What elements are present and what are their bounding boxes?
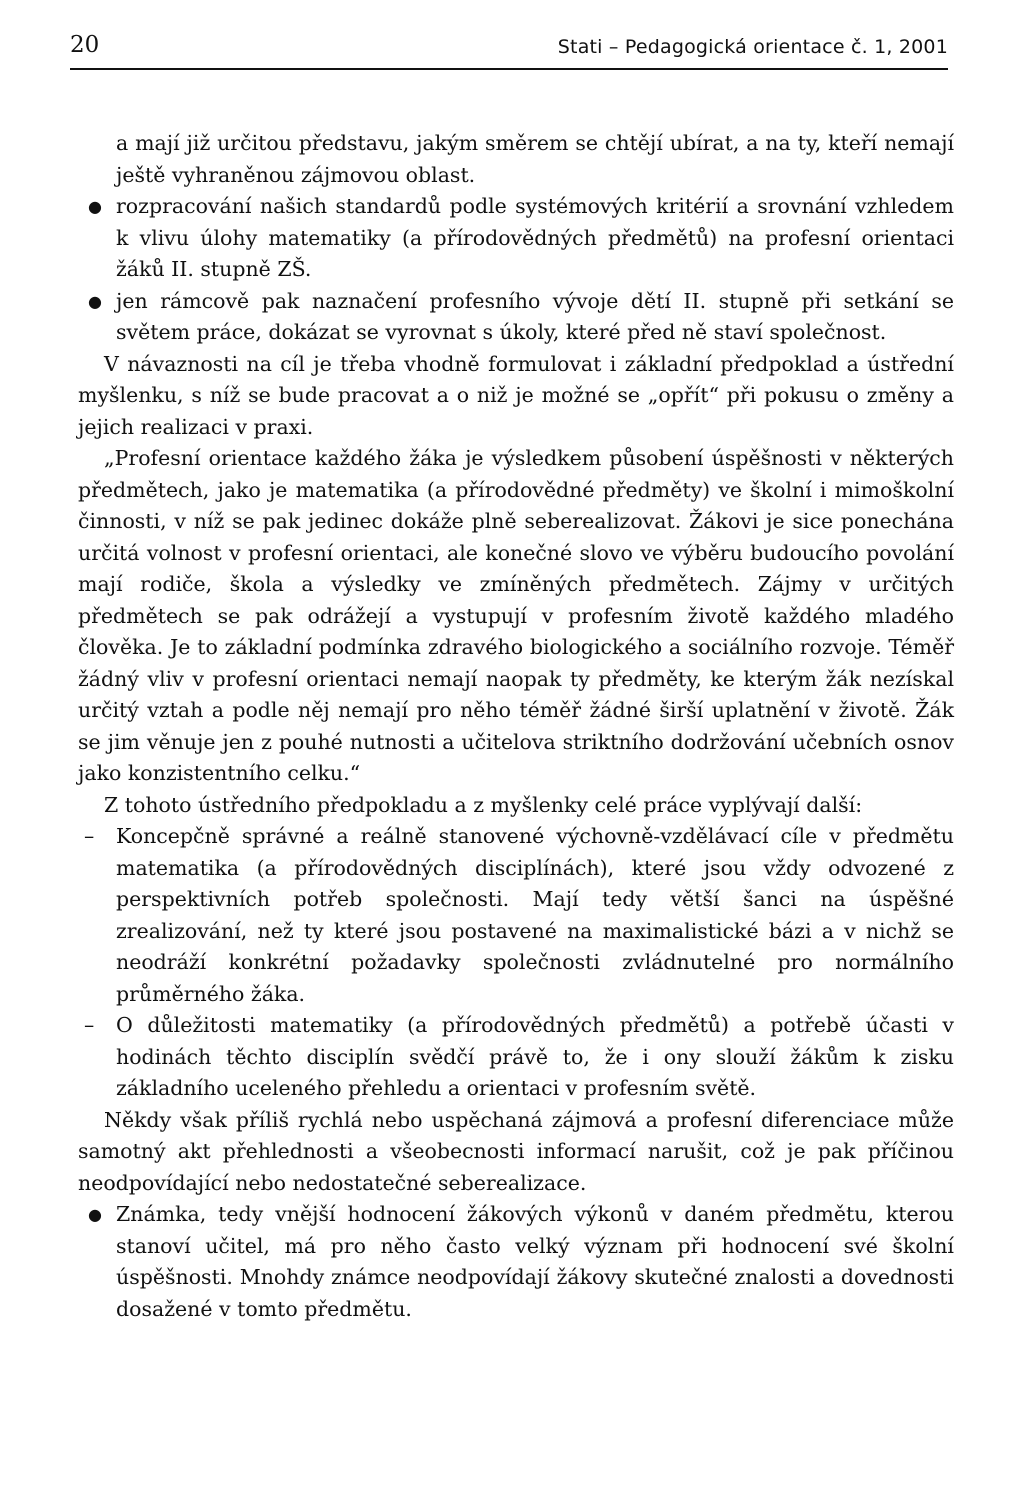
page-number: 20 <box>70 32 100 58</box>
dash-icon: – <box>84 1013 95 1037</box>
paragraph: Z tohoto ústředního předpokladu a z myšlenky celé práce vyplývají další: <box>104 792 863 817</box>
list-item-text: O důležitosti matematiky (a přírodovědných předmětů) a potřebě účasti v hodinách těchto disciplín svědčí právě to, že i ony slouží žákům k zisku základního uceleného přehledu a orientaci v profesním světě. <box>116 1013 954 1100</box>
dash-icon: – <box>84 824 95 848</box>
bullet-icon: ● <box>88 291 102 311</box>
bullet-icon: ● <box>88 1205 102 1224</box>
list-item-text: rozpracování našich standardů podle systémových kritérií a srovnání vzhledem k vlivu úlohy matematiky (a přírodovědných předmětů) na profesní orientaci žáků II. stupně ZŠ. <box>116 194 954 281</box>
bullet-icon: ● <box>88 197 102 216</box>
list-item-text: Koncepčně správné a reálně stanovené výchovně-vzdělávací cíle v předmětu matematika (a přírodovědných disciplínách), které jsou vždy odvozené z perspektivních potřeb společnosti. Mají tedy větší šanci na úspěšné zrealizování, než ty které jsou postavené na maximalistické bázi a v nichž se neodráží konkrétní požadavky společnosti zvládnutelné pro normálního průměrného žáka. <box>116 824 954 1006</box>
paragraph: V návaznosti na cíl je třeba vhodně formulovat i základní předpoklad a ústřední myšlenku, s níž se bude pracovat a o niž je možné se „opřít“ při pokusu o změny a jejich realizaci v praxi. <box>78 351 954 439</box>
list-item <box>78 821 954 1010</box>
list-item <box>78 286 954 349</box>
list-item-text: jen rámcově pak naznačení profesního vývoje dětí II. stupně při setkání se světem práce, dokázat se vyrovnat s úkoly, které před ně staví společnost. <box>116 288 954 344</box>
list-item <box>78 1199 954 1325</box>
list-item <box>78 191 954 286</box>
page-header <box>70 30 948 70</box>
paragraph: Někdy však příliš rychlá nebo uspěchaná zájmová a profesní diferenciace může samotný akt přehlednosti a všeobecnosti informací narušit, což je pak příčinou neodpovídající nebo nedostatečné seberealizace. <box>78 1107 954 1195</box>
list-item-text: Známka, tedy vnější hodnocení žákových výkonů v daném předmětu, kterou stanoví učitel, má pro něho často velký význam při hodnocení své školní úspěšnosti. Mnohdy známce neodpovídají žákovy skutečné znalosti a dovednosti dosažené v tomto předmětu. <box>116 1202 954 1321</box>
article-body <box>78 128 954 1325</box>
running-head: Stati – Pedagogická orientace č. 1, 2001 <box>557 36 948 58</box>
list-item <box>78 1010 954 1105</box>
continuation-text: a mají již určitou představu, jakým směrem se chtějí ubírat, a na ty, kteří nemají ještě vyhraněnou zájmovou oblast. <box>116 131 954 187</box>
quoted-paragraph: „Profesní orientace každého žáka je výsledkem působení úspěšnosti v některých předmětech, jako je matematika (a přírodovědné předměty) ve školní i mimoškolní činnosti, v níž se pak jedinec dokáže plně seberealizovat. Žákovi je sice ponechána určitá volnost v profesní orientaci, ale konečné slovo ve výběru budoucího povolání mají rodiče, škola a výsledky ve zmíněných předmětech. Zájmy v určitých předmětech se pak odrážejí a vystupují v profesním životě každého mladého člověka. Je to základní podmínka zdravého biologického a sociálního rozvoje. Téměř žádný vliv v profesní orientaci nemají naopak ty předměty, ke kterým žák nezískal určitý vztah a podle něj nemají pro něho téměř žádné širší uplatnění v životě. Žák se jim věnuje jen z pouhé nutnosti a učitelova striktního dodržování učebních osnov jako konzistentního celku.“ <box>78 446 954 785</box>
